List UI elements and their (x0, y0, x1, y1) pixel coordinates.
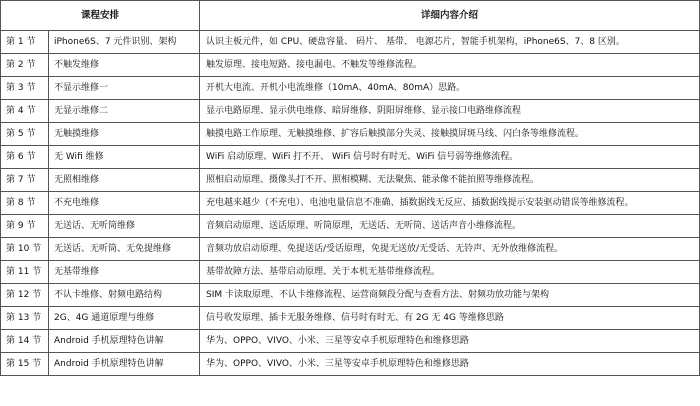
detail-cell: 音频功放启动原理、免提送话/受话原理，免提无送放/无受话、无铃声、无外放维修流程。 (200, 238, 700, 261)
detail-cell: 触摸电路工作原理、无触摸维修、扩容后触摸部分失灵、接触摸屏斑马线、闪白条等维修流程。 (200, 123, 700, 146)
session-cell: 第 4 节 (1, 100, 49, 123)
course-cell: 不显示维修一 (49, 77, 200, 100)
header-row (1, 1, 700, 31)
header-details: 详细内容介绍 (200, 1, 700, 31)
session-cell: 第 3 节 (1, 77, 49, 100)
course-cell: 无基带维修 (49, 261, 200, 284)
table-row (1, 238, 700, 261)
table-row (1, 77, 700, 100)
course-cell: iPhone6S、7 元件识别、架构 (49, 31, 200, 54)
session-cell: 第 13 节 (1, 307, 49, 330)
table-row (1, 307, 700, 330)
course-cell: 2G、4G 通道原理与维修 (49, 307, 200, 330)
table-row (1, 353, 700, 376)
course-cell: 无送话、无听筒、无免提维修 (49, 238, 200, 261)
detail-cell: SIM 卡读取原理、不认卡维修流程、运营商频段分配与查看方法、射频功放功能与架构 (200, 284, 700, 307)
detail-cell: 华为、OPPO、VIVO、小米、三星等安卓手机原理特色和维修思路 (200, 353, 700, 376)
course-cell: 不充电维修 (49, 192, 200, 215)
detail-cell: 认识主板元件，如 CPU、硬盘容量、 码片、 基带、 电源芯片，智能手机架构，iPhone6S、7、8 区别。 (200, 31, 700, 54)
session-cell: 第 11 节 (1, 261, 49, 284)
course-cell: 无触摸维修 (49, 123, 200, 146)
detail-cell: 显示电路原理、显示供电维修、暗屏维修、阴阳屏维修、显示接口电路维修流程 (200, 100, 700, 123)
table-body (1, 31, 700, 376)
table-row (1, 284, 700, 307)
table-row (1, 54, 700, 77)
session-cell: 第 2 节 (1, 54, 49, 77)
session-cell: 第 10 节 (1, 238, 49, 261)
course-cell: 不认卡维修、射频电路结构 (49, 284, 200, 307)
detail-cell: 触发原理、接电短路、接电漏电、不触发等维修流程。 (200, 54, 700, 77)
table-row (1, 123, 700, 146)
detail-cell: 基带故障方法、基带启动原理、关于本机无基带维修流程。 (200, 261, 700, 284)
session-cell: 第 15 节 (1, 353, 49, 376)
table-row (1, 100, 700, 123)
course-cell: Android 手机原理特色讲解 (49, 353, 200, 376)
table-row (1, 215, 700, 238)
table-row (1, 31, 700, 54)
course-cell: Android 手机原理特色讲解 (49, 330, 200, 353)
session-cell: 第 6 节 (1, 146, 49, 169)
course-cell: 无显示维修二 (49, 100, 200, 123)
detail-cell: 充电越来越少（不充电）、电池电量信息不准确、插数据线无反应、插数据线提示安装驱动错误等维修流程。 (200, 192, 700, 215)
session-cell: 第 9 节 (1, 215, 49, 238)
course-cell: 无送话、无听筒维修 (49, 215, 200, 238)
detail-cell: 信号收发原理、插卡无服务维修、信号时有时无、有 2G 无 4G 等维修思路 (200, 307, 700, 330)
table-row (1, 192, 700, 215)
course-cell: 无 Wifi 维修 (49, 146, 200, 169)
table-row (1, 169, 700, 192)
detail-cell: 音频启动原理、送话原理、听筒原理，无送话、无听筒、送话声音小维修流程。 (200, 215, 700, 238)
detail-cell: WiFi 启动原理、WiFi 打不开、 WiFi 信号时有时无、WiFi 信号弱等维修流程。 (200, 146, 700, 169)
detail-cell: 照相启动原理、摄像头打不开、照相模糊、无法聚焦、能录像不能拍照等维修流程。 (200, 169, 700, 192)
detail-cell: 开机大电流、开机小电流维修（10mA、40mA、80mA）思路。 (200, 77, 700, 100)
course-cell: 不触发维修 (49, 54, 200, 77)
session-cell: 第 7 节 (1, 169, 49, 192)
table-row (1, 261, 700, 284)
session-cell: 第 5 节 (1, 123, 49, 146)
session-cell: 第 14 节 (1, 330, 49, 353)
header-schedule: 课程安排 (1, 1, 200, 31)
detail-cell: 华为、OPPO、VIVO、小米、三星等安卓手机原理特色和维修思路 (200, 330, 700, 353)
table-row (1, 330, 700, 353)
session-cell: 第 8 节 (1, 192, 49, 215)
session-cell: 第 1 节 (1, 31, 49, 54)
table-row (1, 146, 700, 169)
session-cell: 第 12 节 (1, 284, 49, 307)
course-cell: 无照相维修 (49, 169, 200, 192)
